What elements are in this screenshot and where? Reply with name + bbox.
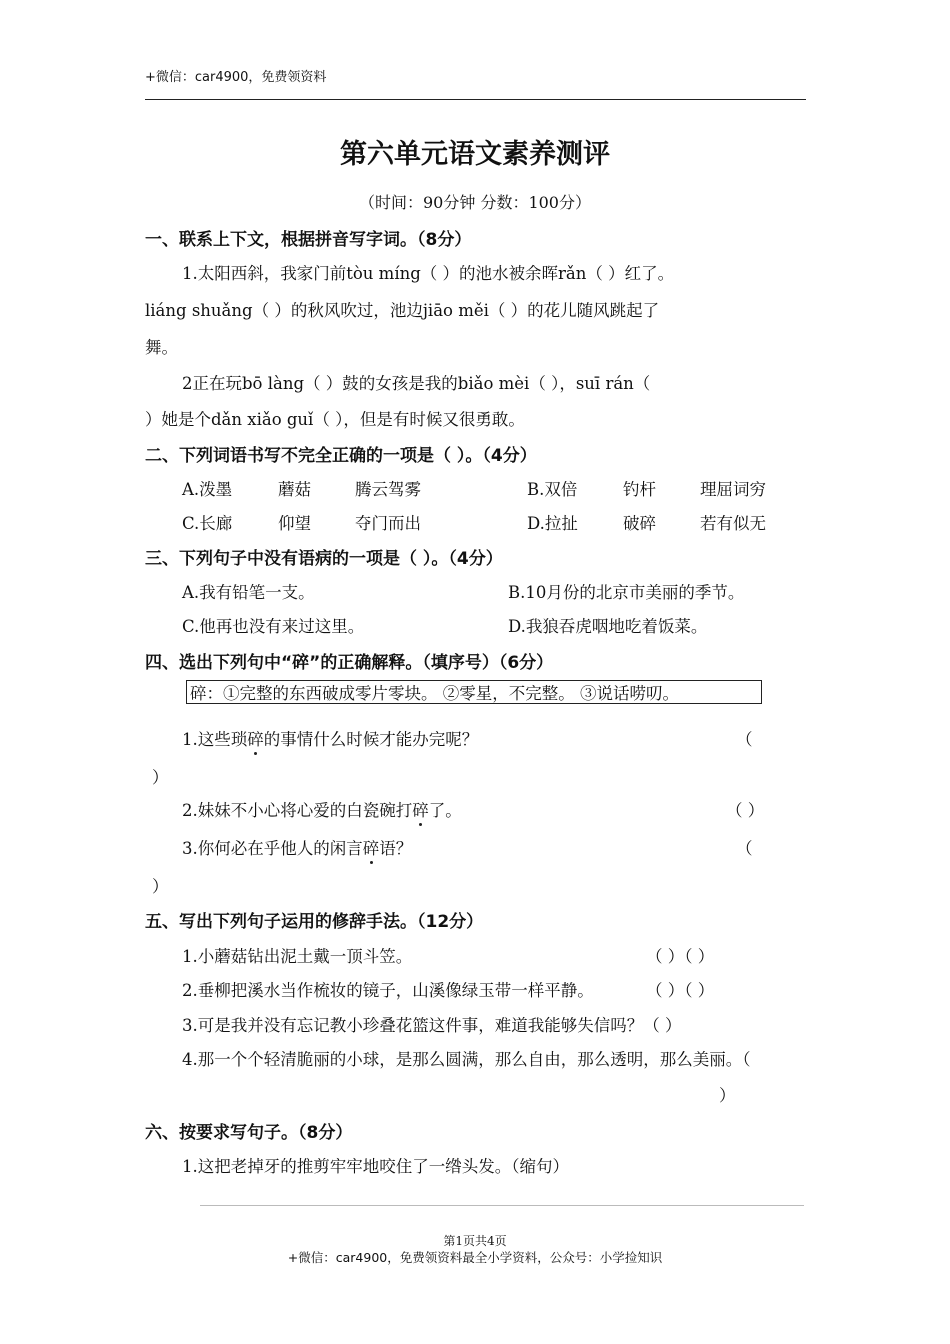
s1-line-5: ）她是个dǎn xiǎo guǐ（ ），但是有时候又很勇敢。 <box>145 410 525 429</box>
page-title: 第六单元语文素养测评 <box>340 139 610 170</box>
s2-option-b-3: 理屈词穷 <box>700 480 766 499</box>
header-rule <box>145 99 806 100</box>
s2-option-a-1: A.泼墨 <box>182 480 233 499</box>
page-subtitle: （时间：90分钟 分数：100分） <box>359 193 591 212</box>
s5-line-1-answer: （ ）（ ） <box>646 947 715 966</box>
s5-line-2: 2.垂柳把溪水当作梳妆的镜子，山溪像绿玉带一样平静。 <box>182 981 594 1000</box>
footer-watermark: +微信：car4900，免费领资料最全小学资料，公众号：小学捡知识 <box>287 1250 663 1265</box>
s4-q2-answer-paren: （ ） <box>726 801 765 820</box>
s4-q1-open-paren: （ <box>736 730 753 749</box>
s4-q3-post: 语？ <box>379 839 413 858</box>
s4-q1-pre: 1.这些琐 <box>182 730 248 749</box>
section-4-heading: 四、选出下列句中“碎”的正确解释。（填序号）（6分） <box>145 653 554 673</box>
s4-question-2 <box>182 797 462 821</box>
s4-question-1 <box>182 726 478 750</box>
footer-rule <box>200 1205 804 1206</box>
s2-option-a-3: 腾云驾雾 <box>355 480 421 499</box>
s2-option-c-3: 夺门而出 <box>355 514 421 533</box>
s5-line-3: 3.可是我并没有忘记教小珍叠花篮这件事，难道我能够失信吗？（ ） <box>182 1016 682 1035</box>
s5-line-4-close: ） <box>719 1086 736 1105</box>
s4-q3-close-paren: ） <box>152 877 169 896</box>
s4-q1-post: 的事情什么时候才能办完呢？ <box>263 730 479 749</box>
header-watermark: +微信：car4900，免费领资料 <box>145 70 327 85</box>
s4-q3-pre: 3.你何必在乎他人的闲言 <box>182 839 363 858</box>
s2-option-a-2: 蘑菇 <box>278 480 311 499</box>
s4-q2-key: 碎 <box>412 801 429 820</box>
section-1-heading: 一、联系上下文，根据拼音写字词。（8分） <box>145 230 472 250</box>
section-6-heading: 六、按要求写句子。（8分） <box>145 1123 353 1143</box>
s4-question-3 <box>182 835 412 859</box>
s5-line-4: 4.那一个个轻清脆丽的小球，是那么圆满，那么自由，那么透明，那么美丽。（ <box>182 1050 751 1069</box>
s4-q1-close-paren: ） <box>152 768 169 787</box>
s1-line-1: 1.太阳西斜，我家门前tòu míng（ ）的池水被余晖rǎn（ ）红了。 <box>182 264 675 283</box>
s5-line-2-answer: （ ）（ ） <box>646 981 715 1000</box>
s4-q2-pre: 2.妹妹不小心将心爱的白瓷碗打 <box>182 801 413 820</box>
s4-q2-post: 了。 <box>428 801 462 820</box>
s3-option-b: B.10月份的北京市美丽的季节。 <box>508 583 745 602</box>
s4-q3-open-paren: （ <box>736 839 753 858</box>
s1-line-3: 舞。 <box>145 338 178 357</box>
section-5-heading: 五、写出下列句子运用的修辞手法。（12分） <box>145 912 484 932</box>
s4-q3-key: 碎 <box>362 839 380 858</box>
s2-option-c-1: C.长廊 <box>182 514 233 533</box>
definition-text: 碎：①完整的东西破成零片零块。 ②零星，不完整。 ③说话唠叨。 <box>190 684 679 703</box>
section-2-heading: 二、下列词语书写不完全正确的一项是（ ）。（4分） <box>145 446 537 466</box>
s2-option-d-2: 破碎 <box>623 514 656 533</box>
s3-option-d: D.我狼吞虎咽地吃着饭菜。 <box>508 617 708 636</box>
s3-option-c: C.他再也没有来过这里。 <box>182 617 365 636</box>
s2-option-c-2: 仰望 <box>278 514 311 533</box>
section-3-heading: 三、下列句子中没有语病的一项是（ ）。（4分） <box>145 549 503 569</box>
s4-q1-key: 碎 <box>247 730 264 749</box>
s6-line-1: 1.这把老掉牙的推剪牢牢地咬住了一绺头发。（缩句） <box>182 1157 569 1176</box>
s1-line-4: 2正在玩bō làng（ ）鼓的女孩是我的biǎo mèi（ ），suī rán（ <box>182 374 651 393</box>
s1-line-2: liáng shuǎng（ ）的秋风吹过，池边jiāo měi（ ）的花儿随风跳起了 <box>145 301 660 320</box>
s2-option-b-2: 钓杆 <box>623 480 656 499</box>
s2-option-d-3: 若有似无 <box>700 514 766 533</box>
s5-line-1: 1.小蘑菇钻出泥土戴一顶斗笠。 <box>182 947 413 966</box>
s2-option-b-1: B.双倍 <box>527 480 578 499</box>
s2-option-d-1: D.拉扯 <box>527 514 578 533</box>
page-number: 第1页共4页 <box>443 1234 507 1248</box>
s3-option-a: A.我有铅笔一支。 <box>182 583 315 602</box>
